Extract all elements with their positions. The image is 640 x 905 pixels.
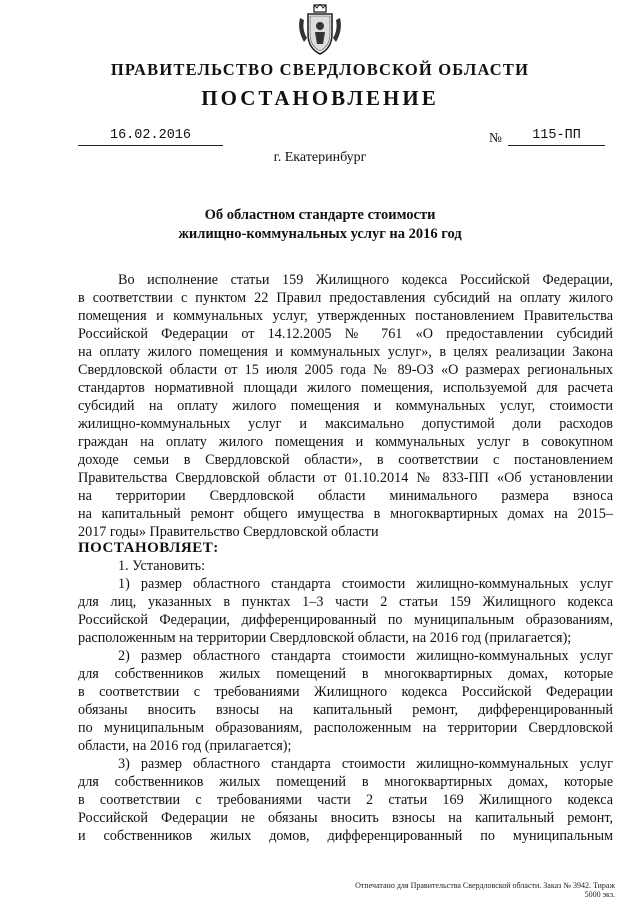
body-line: 1. Установить: [118, 558, 206, 574]
body-line: 2) размер областного стандарта стоимости жилищно-коммунальных услуг [118, 648, 613, 664]
body-line: жилищно-коммунальных услуг и максимально допустимой доли расходов [78, 416, 613, 432]
body-line: на оплату жилого помещения и коммунальных услуг», в целях реализации Закона [78, 344, 613, 360]
body-line: расположенным на территории Свердловской области, на 2016 год (прилагается); [78, 630, 572, 646]
body-line: помещения и коммунальных услуг, утвержденных постановлением Правительства [78, 308, 613, 324]
document-date: 16.02.2016 [78, 128, 223, 146]
body-line: и собственников жилых домов, дифференцированный по муниципальным [78, 828, 613, 844]
body-line: в соответствии с требованиями Жилищного кодекса Российской Федерации [78, 684, 613, 700]
body-line: Российской Федерации, дифференцированный по муниципальным образованиям, [78, 612, 613, 628]
body-line: области, на 2016 год (прилагается); [78, 738, 292, 754]
title-line: жилищно-коммунальных услуг на 2016 год [178, 226, 462, 242]
body-line: доходе семьи в Свердловской области», в соответствии с постановлением [78, 452, 613, 468]
organization-name: ПРАВИТЕЛЬСТВО СВЕРДЛОВСКОЙ ОБЛАСТИ [110, 60, 530, 79]
body-line: по муниципальным образованиям, расположенным на территории Свердловской [78, 720, 613, 736]
document-number: 115-ПП [508, 128, 605, 146]
body-line: граждан на оплату жилого помещения и коммунальных услуг в совокупном [78, 434, 613, 450]
body-line: Во исполнение статьи 159 Жилищного кодекса Российской Федерации, [118, 272, 613, 288]
body-line: 3) размер областного стандарта стоимости жилищно-коммунальных услуг [118, 756, 613, 772]
city: г. Екатеринбург [273, 150, 367, 165]
body-line: 1) размер областного стандарта стоимости жилищно-коммунальных услуг [118, 576, 613, 592]
coat-of-arms-icon [296, 4, 344, 56]
body-line: Российской Федерации от 14.12.2005 № 761 «О предоставлении субсидий [78, 326, 613, 342]
body-line: обязаны вносить взносы на капитальный ремонт, дифференцированный [78, 702, 613, 718]
body-line: на капитальный ремонт общего имущества в многоквартирных домах на 2015– [78, 506, 613, 522]
body-line: для лиц, указанных в пунктах 1–3 части 2 статьи 159 Жилищного кодекса [78, 594, 613, 610]
body-line: Российской Федерации не обязаны вносить взносы на капитальный ремонт, [78, 810, 613, 826]
resolve-heading: ПОСТАНОВЛЯЕТ: [78, 540, 219, 556]
body-line: в соответствии с пунктом 22 Правил предоставления субсидий на оплату жилого [78, 290, 613, 306]
body-line: для собственников жилых помещений в многоквартирных домах, которые [78, 774, 613, 790]
body-line: 2017 годы» Правительство Свердловской области [78, 524, 379, 540]
title-line: Об областном стандарте стоимости [204, 207, 436, 223]
body-line: стандартов нормативной площади жилого помещения, используемой для расчета [78, 380, 613, 396]
body-line: в соответствии с требованиями части 2 статьи 169 Жилищного кодекса [78, 792, 613, 808]
print-footer: Отпечатано для Правительства Свердловской области. Заказ № 3942. Тираж 5000 экз. [355, 881, 615, 899]
body-line: Правительства Свердловской области от 01.10.2014 № 833-ПП «Об установлении [78, 470, 613, 486]
document-type: ПОСТАНОВЛЕНИЕ [201, 86, 439, 110]
body-line: субсидий на оплату жилого помещения и коммунальных услуг, стоимости [78, 398, 613, 414]
number-sign: № [489, 130, 502, 145]
body-line: Свердловской области от 15 июля 2005 года № 89-ОЗ «О размерах региональных [78, 362, 613, 378]
body-line: на территории Свердловской области минимального размера взноса [78, 488, 613, 504]
body-line: для собственников жилых помещений в многоквартирных домах, которые [78, 666, 613, 682]
document-title [0, 206, 640, 244]
